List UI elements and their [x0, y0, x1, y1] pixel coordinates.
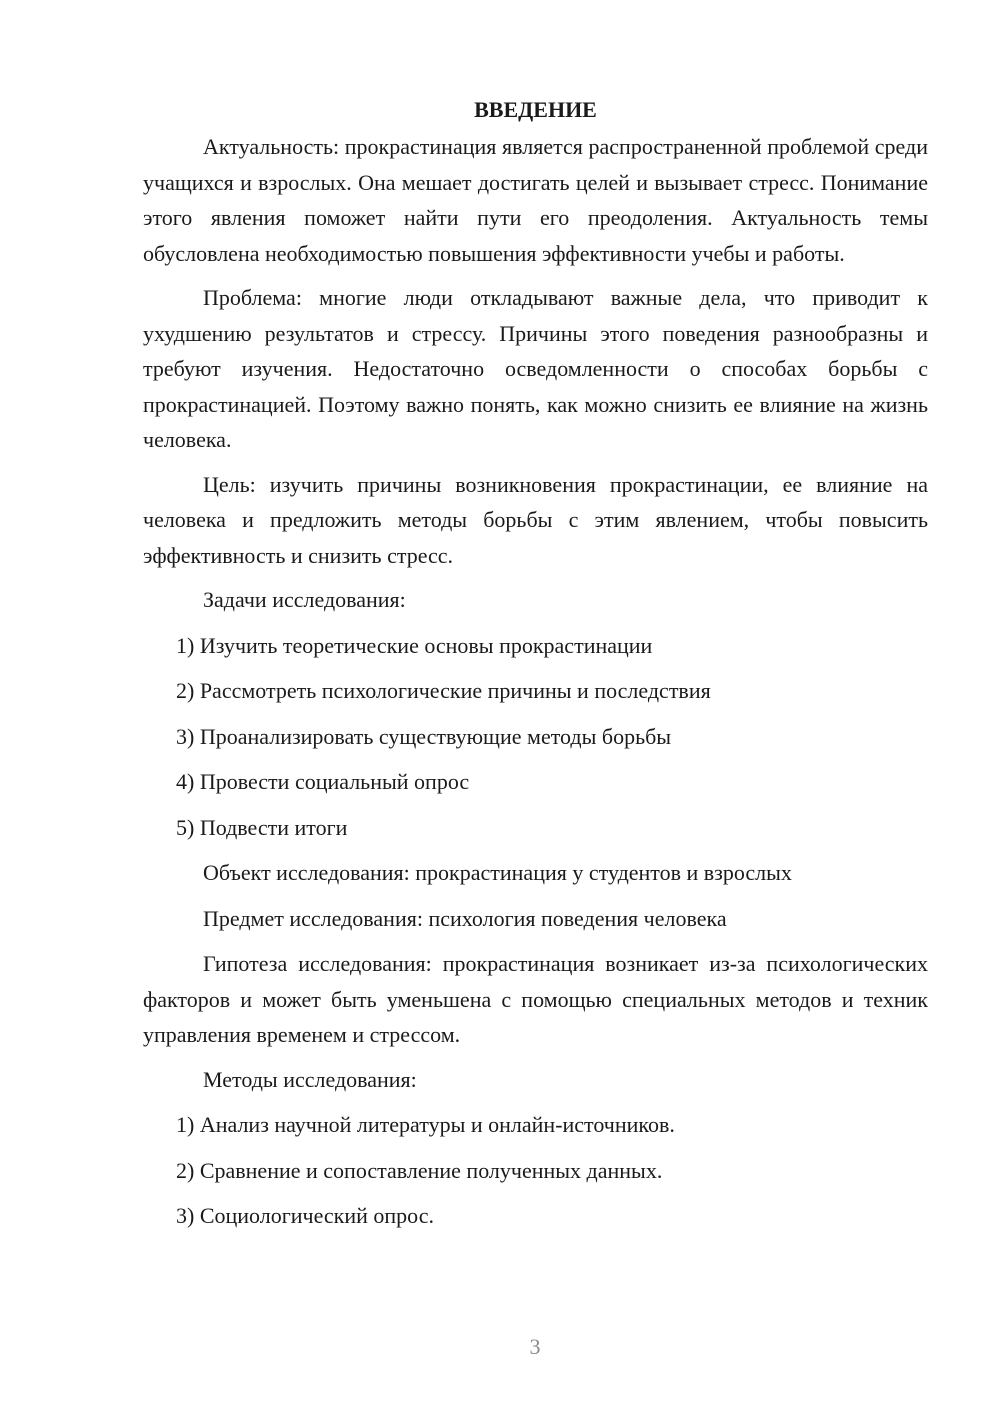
- list-item: 5) Подвести итоги: [176, 814, 348, 840]
- page-content: [143, 92, 928, 1244]
- list-item: 2) Рассмотреть психологические причины и последствия: [176, 678, 711, 703]
- list-item: 3) Социологический опрос.: [176, 1203, 434, 1228]
- list-item: 2) Сравнение и сопоставление полученных данных.: [176, 1157, 663, 1183]
- page-number: 3: [529, 1334, 541, 1359]
- research-object: Объект исследования: прокрастинация у студентов и взрослых: [203, 860, 792, 885]
- methods-list: [143, 1107, 928, 1234]
- tasks-list: [143, 628, 928, 846]
- research-subject: Предмет исследования: психология поведения человека: [203, 905, 727, 931]
- list-item: 3) Проанализировать существующие методы борьбы: [176, 723, 672, 749]
- section-title: ВВЕДЕНИЕ: [474, 97, 597, 122]
- list-item: 1) Изучить теоретические основы прокрастинации: [176, 632, 653, 658]
- relevance-paragraph: Актуальность: прокрастинация является распространенной проблемой среди учащихся и взрослых. Она мешает достигать целей и вызывает стресс. Понимание этого явления поможет найти пути его преодоления. Актуальность темы обусловлена необходимостью повышения эффективности учебы и работы.: [143, 134, 928, 266]
- goal-paragraph: Цель: изучить причины возникновения прокрастинации, ее влияние на человека и предложить методы борьбы с этим явлением, чтобы повысить эффективность и снизить стресс.: [143, 471, 928, 568]
- list-item: 4) Провести социальный опрос: [176, 769, 470, 794]
- tasks-heading: Задачи исследования:: [203, 587, 406, 612]
- methods-heading: Методы исследования:: [203, 1066, 417, 1092]
- problem-paragraph: Проблема: многие люди откладывают важные дела, что приводит к ухудшению результатов и стрессу. Причины этого поведения разнообразны и требуют изучения. Недостаточно осведомленности о способах борьбы с прокрастинацией. Поэтому важно понять, как можно снизить ее влияние на жизнь человека.: [143, 285, 928, 452]
- hypothesis-paragraph: Гипотеза исследования: прокрастинация возникает из-за психологических факторов и может быть уменьшена с помощью специальных методов и техник управления временем и стрессом.: [143, 951, 928, 1047]
- list-item: 1) Анализ научной литературы и онлайн-источников.: [176, 1112, 675, 1137]
